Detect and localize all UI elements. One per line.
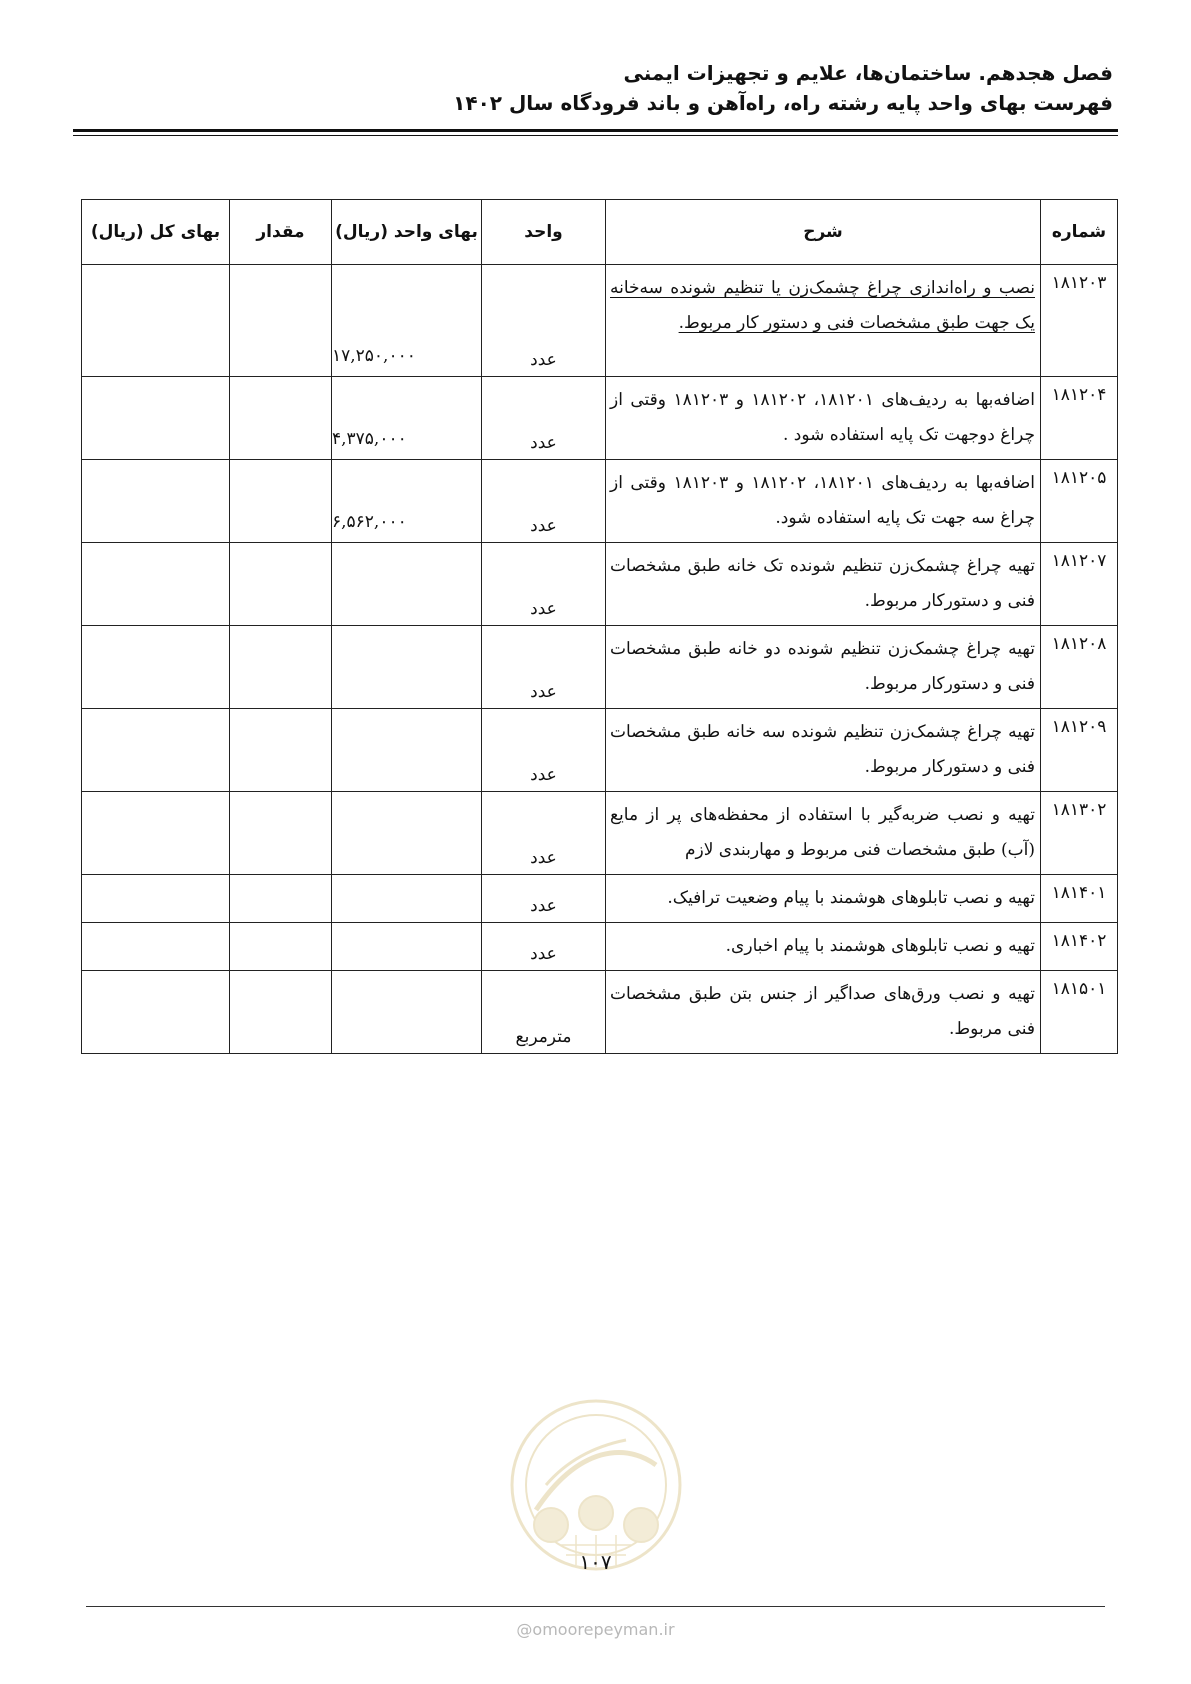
item-unit: مترمربع: [482, 971, 606, 1054]
item-quantity: [230, 460, 332, 543]
site-watermark-text: @omoorepeyman.ir: [516, 1620, 675, 1639]
item-quantity: [230, 626, 332, 709]
footer-rule: [86, 1606, 1105, 1607]
table-row: [82, 923, 1118, 971]
column-header-unit-price: بهای واحد (ریال): [332, 200, 482, 265]
page-header: [75, 58, 1113, 118]
item-total: [82, 971, 230, 1054]
header-rule-thin: [73, 135, 1118, 136]
omoorepeyman-logo-icon: [506, 1395, 686, 1575]
item-unit-price: [332, 923, 482, 971]
item-description: اضافه‌بها به ردیف‌های ۱۸۱۲۰۱، ۱۸۱۲۰۲ و ۱۸۱۲۰۳ وقتی از چراغ دوجهت تک پایه استفاده شود .: [606, 377, 1041, 460]
item-code: ۱۸۱۵۰۱: [1041, 971, 1118, 1054]
item-total: [82, 460, 230, 543]
item-quantity: [230, 377, 332, 460]
table-header-row: [82, 200, 1118, 265]
item-total: [82, 709, 230, 792]
item-quantity: [230, 265, 332, 377]
table-row: [82, 377, 1118, 460]
item-code: ۱۸۱۲۰۷: [1041, 543, 1118, 626]
item-unit-price: [332, 709, 482, 792]
item-code: ۱۸۱۲۰۵: [1041, 460, 1118, 543]
item-total: [82, 543, 230, 626]
column-header-code: شماره: [1041, 200, 1118, 265]
item-description: تهیه و نصب ورق‌های صداگیر از جنس بتن طبق مشخصات فنی مربوط.: [606, 971, 1041, 1054]
item-quantity: [230, 543, 332, 626]
item-unit: عدد: [482, 543, 606, 626]
header-rule-thick: [73, 129, 1118, 132]
table-row: [82, 265, 1118, 377]
item-unit-price: ۴,۳۷۵,۰۰۰: [332, 377, 482, 460]
item-total: [82, 923, 230, 971]
column-header-total-price: بهای کل (ریال): [82, 200, 230, 265]
document-subtitle: فهرست بهای واحد پایه رشته راه، راه‌آهن و باند فرودگاه سال ۱۴۰۲: [453, 91, 1113, 115]
item-description: اضافه‌بها به ردیف‌های ۱۸۱۲۰۱، ۱۸۱۲۰۲ و ۱۸۱۲۰۳ وقتی از چراغ سه جهت تک پایه استفاده شود.: [606, 460, 1041, 543]
item-code: ۱۸۱۴۰۲: [1041, 923, 1118, 971]
item-total: [82, 265, 230, 377]
table-row: [82, 792, 1118, 875]
price-list-table: [81, 199, 1118, 1054]
item-unit-price: [332, 792, 482, 875]
item-unit-price: [332, 971, 482, 1054]
item-total: [82, 792, 230, 875]
table-row: [82, 460, 1118, 543]
item-description: تهیه چراغ چشمک‌زن تنظیم شونده دو خانه طبق مشخصات فنی و دستورکار مربوط.: [606, 626, 1041, 709]
item-description: تهیه و نصب تابلوهای هوشمند با پیام وضعیت ترافیک.: [606, 875, 1041, 923]
table-row: [82, 709, 1118, 792]
item-total: [82, 875, 230, 923]
item-unit: عدد: [482, 626, 606, 709]
item-unit: عدد: [482, 923, 606, 971]
item-description: نصب و راه‌اندازی چراغ چشمک‌زن یا تنظیم شونده سه‌خانه یک جهت طبق مشخصات فنی و دستور کار مربوط.: [606, 265, 1041, 377]
item-unit-price: ۶,۵۶۲,۰۰۰: [332, 460, 482, 543]
column-header-quantity: مقدار: [230, 200, 332, 265]
item-unit-price: [332, 626, 482, 709]
item-total: [82, 377, 230, 460]
item-quantity: [230, 923, 332, 971]
column-header-description: شرح: [606, 200, 1041, 265]
item-code: ۱۸۱۳۰۲: [1041, 792, 1118, 875]
item-unit-price: [332, 875, 482, 923]
item-unit: عدد: [482, 792, 606, 875]
column-header-unit: واحد: [482, 200, 606, 265]
item-unit-price: [332, 543, 482, 626]
item-code: ۱۸۱۲۰۸: [1041, 626, 1118, 709]
item-description: تهیه و نصب تابلوهای هوشمند با پیام اخباری.: [606, 923, 1041, 971]
item-description: تهیه چراغ چشمک‌زن تنظیم شونده سه خانه طبق مشخصات فنی و دستورکار مربوط.: [606, 709, 1041, 792]
table-row: [82, 971, 1118, 1054]
item-unit: عدد: [482, 875, 606, 923]
item-total: [82, 626, 230, 709]
page-number: ۱۰۷: [579, 1550, 612, 1574]
item-code: ۱۸۱۴۰۱: [1041, 875, 1118, 923]
item-quantity: [230, 792, 332, 875]
item-unit-price: ۱۷,۲۵۰,۰۰۰: [332, 265, 482, 377]
item-unit: عدد: [482, 460, 606, 543]
item-description: تهیه چراغ چشمک‌زن تنظیم شونده تک خانه طبق مشخصات فنی و دستورکار مربوط.: [606, 543, 1041, 626]
table-row: [82, 875, 1118, 923]
item-description: تهیه و نصب ضربه‌گیر با استفاده از محفظه‌های پر از مایع (آب) طبق مشخصات فنی مربوط و مهاربندی لازم: [606, 792, 1041, 875]
item-code: ۱۸۱۲۰۴: [1041, 377, 1118, 460]
table-row: [82, 543, 1118, 626]
item-code: ۱۸۱۲۰۳: [1041, 265, 1118, 377]
item-unit: عدد: [482, 709, 606, 792]
chapter-title: فصل هجدهم. ساختمان‌ها، علایم و تجهیزات ایمنی: [623, 61, 1113, 85]
item-code: ۱۸۱۲۰۹: [1041, 709, 1118, 792]
item-unit: عدد: [482, 377, 606, 460]
item-quantity: [230, 875, 332, 923]
item-quantity: [230, 971, 332, 1054]
item-quantity: [230, 709, 332, 792]
item-unit: عدد: [482, 265, 606, 377]
table-row: [82, 626, 1118, 709]
